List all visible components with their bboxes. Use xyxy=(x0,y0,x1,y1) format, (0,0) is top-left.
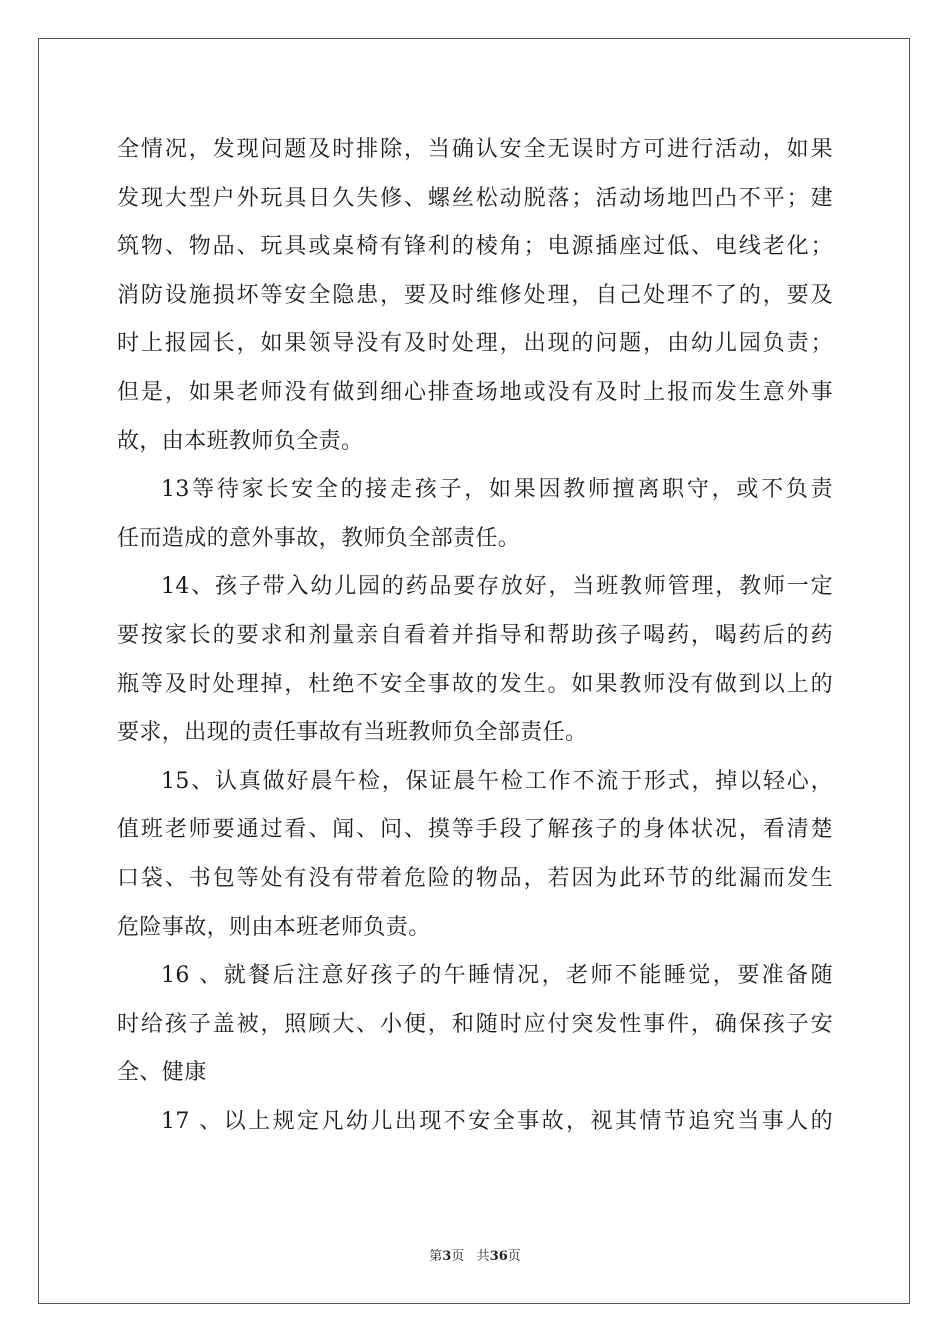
text-line: 瓶等及时处理掉，杜绝不安全事故的发生。如果教师没有做到以上的 xyxy=(117,671,833,697)
text-line: 值班老师要通过看、闻、问、摸等手段了解孩子的身体状况，看清楚 xyxy=(117,817,833,843)
text-line: 口袋、书包等处有没有带着危险的物品，若因为此环节的纰漏而发生 xyxy=(117,865,833,891)
text-line: 要求，出现的责任事故有当班教师负全部责任。 xyxy=(117,720,588,746)
page-footer xyxy=(0,1245,950,1264)
paragraph-start-17: 17 、以上规定凡幼儿出现不安全事故，视其情节追究当事人的 xyxy=(161,1108,833,1134)
paragraph-start-13: 13等待家长安全的接走孩子，如果因教师擅离职守，或不负责 xyxy=(161,477,833,503)
footer-total-prefix: 共 xyxy=(476,1249,490,1264)
text-line: 时上报园长，如果领导没有及时处理，出现的问题，由幼儿园负责； xyxy=(117,331,833,357)
text-line: 任而造成的意外事故，教师负全部责任。 xyxy=(117,525,521,551)
text-line: 筑物、物品、玩具或桌椅有锋利的棱角；电源插座过低、电线老化； xyxy=(117,234,833,260)
footer-total-unit: 页 xyxy=(507,1249,521,1264)
document-body xyxy=(117,126,833,1146)
footer-page-unit: 页 xyxy=(451,1249,465,1264)
text-line: 危险事故，则由本班老师负责。 xyxy=(117,914,431,940)
footer-prefix: 第 xyxy=(429,1249,443,1264)
text-line: 但是，如果老师没有做到细心排查场地或没有及时上报而发生意外事 xyxy=(117,379,833,405)
text-line: 消防设施损坏等安全隐患，要及时维修处理，自己处理不了的，要及 xyxy=(117,282,833,308)
paragraph-start-14: 14、孩子带入幼儿园的药品要存放好，当班教师管理，教师一定 xyxy=(161,574,833,600)
text-line: 时给孩子盖被，照顾大、小便，和随时应付突发性事件，确保孩子安 xyxy=(117,1011,833,1037)
footer-page-number: 3 xyxy=(442,1249,452,1264)
text-line: 发现大型户外玩具日久失修、螺丝松动脱落；活动场地凹凸不平；建 xyxy=(117,185,833,211)
paragraph-start-15: 15、认真做好晨午检，保证晨午检工作不流于形式，掉以轻心， xyxy=(161,768,833,794)
text-line: 要按家长的要求和剂量亲自看着并指导和帮助孩子喝药，喝药后的药 xyxy=(117,622,833,648)
text-line: 故，由本班教师负全责。 xyxy=(117,428,364,454)
footer-total-pages: 36 xyxy=(489,1249,508,1264)
text-line: 全、健康 xyxy=(117,1060,207,1086)
text-line: 全情况，发现问题及时排除，当确认安全无误时方可进行活动，如果 xyxy=(117,137,833,162)
paragraph-start-16: 16 、就餐后注意好孩子的午睡情况，老师不能睡觉，要准备随 xyxy=(161,963,833,989)
